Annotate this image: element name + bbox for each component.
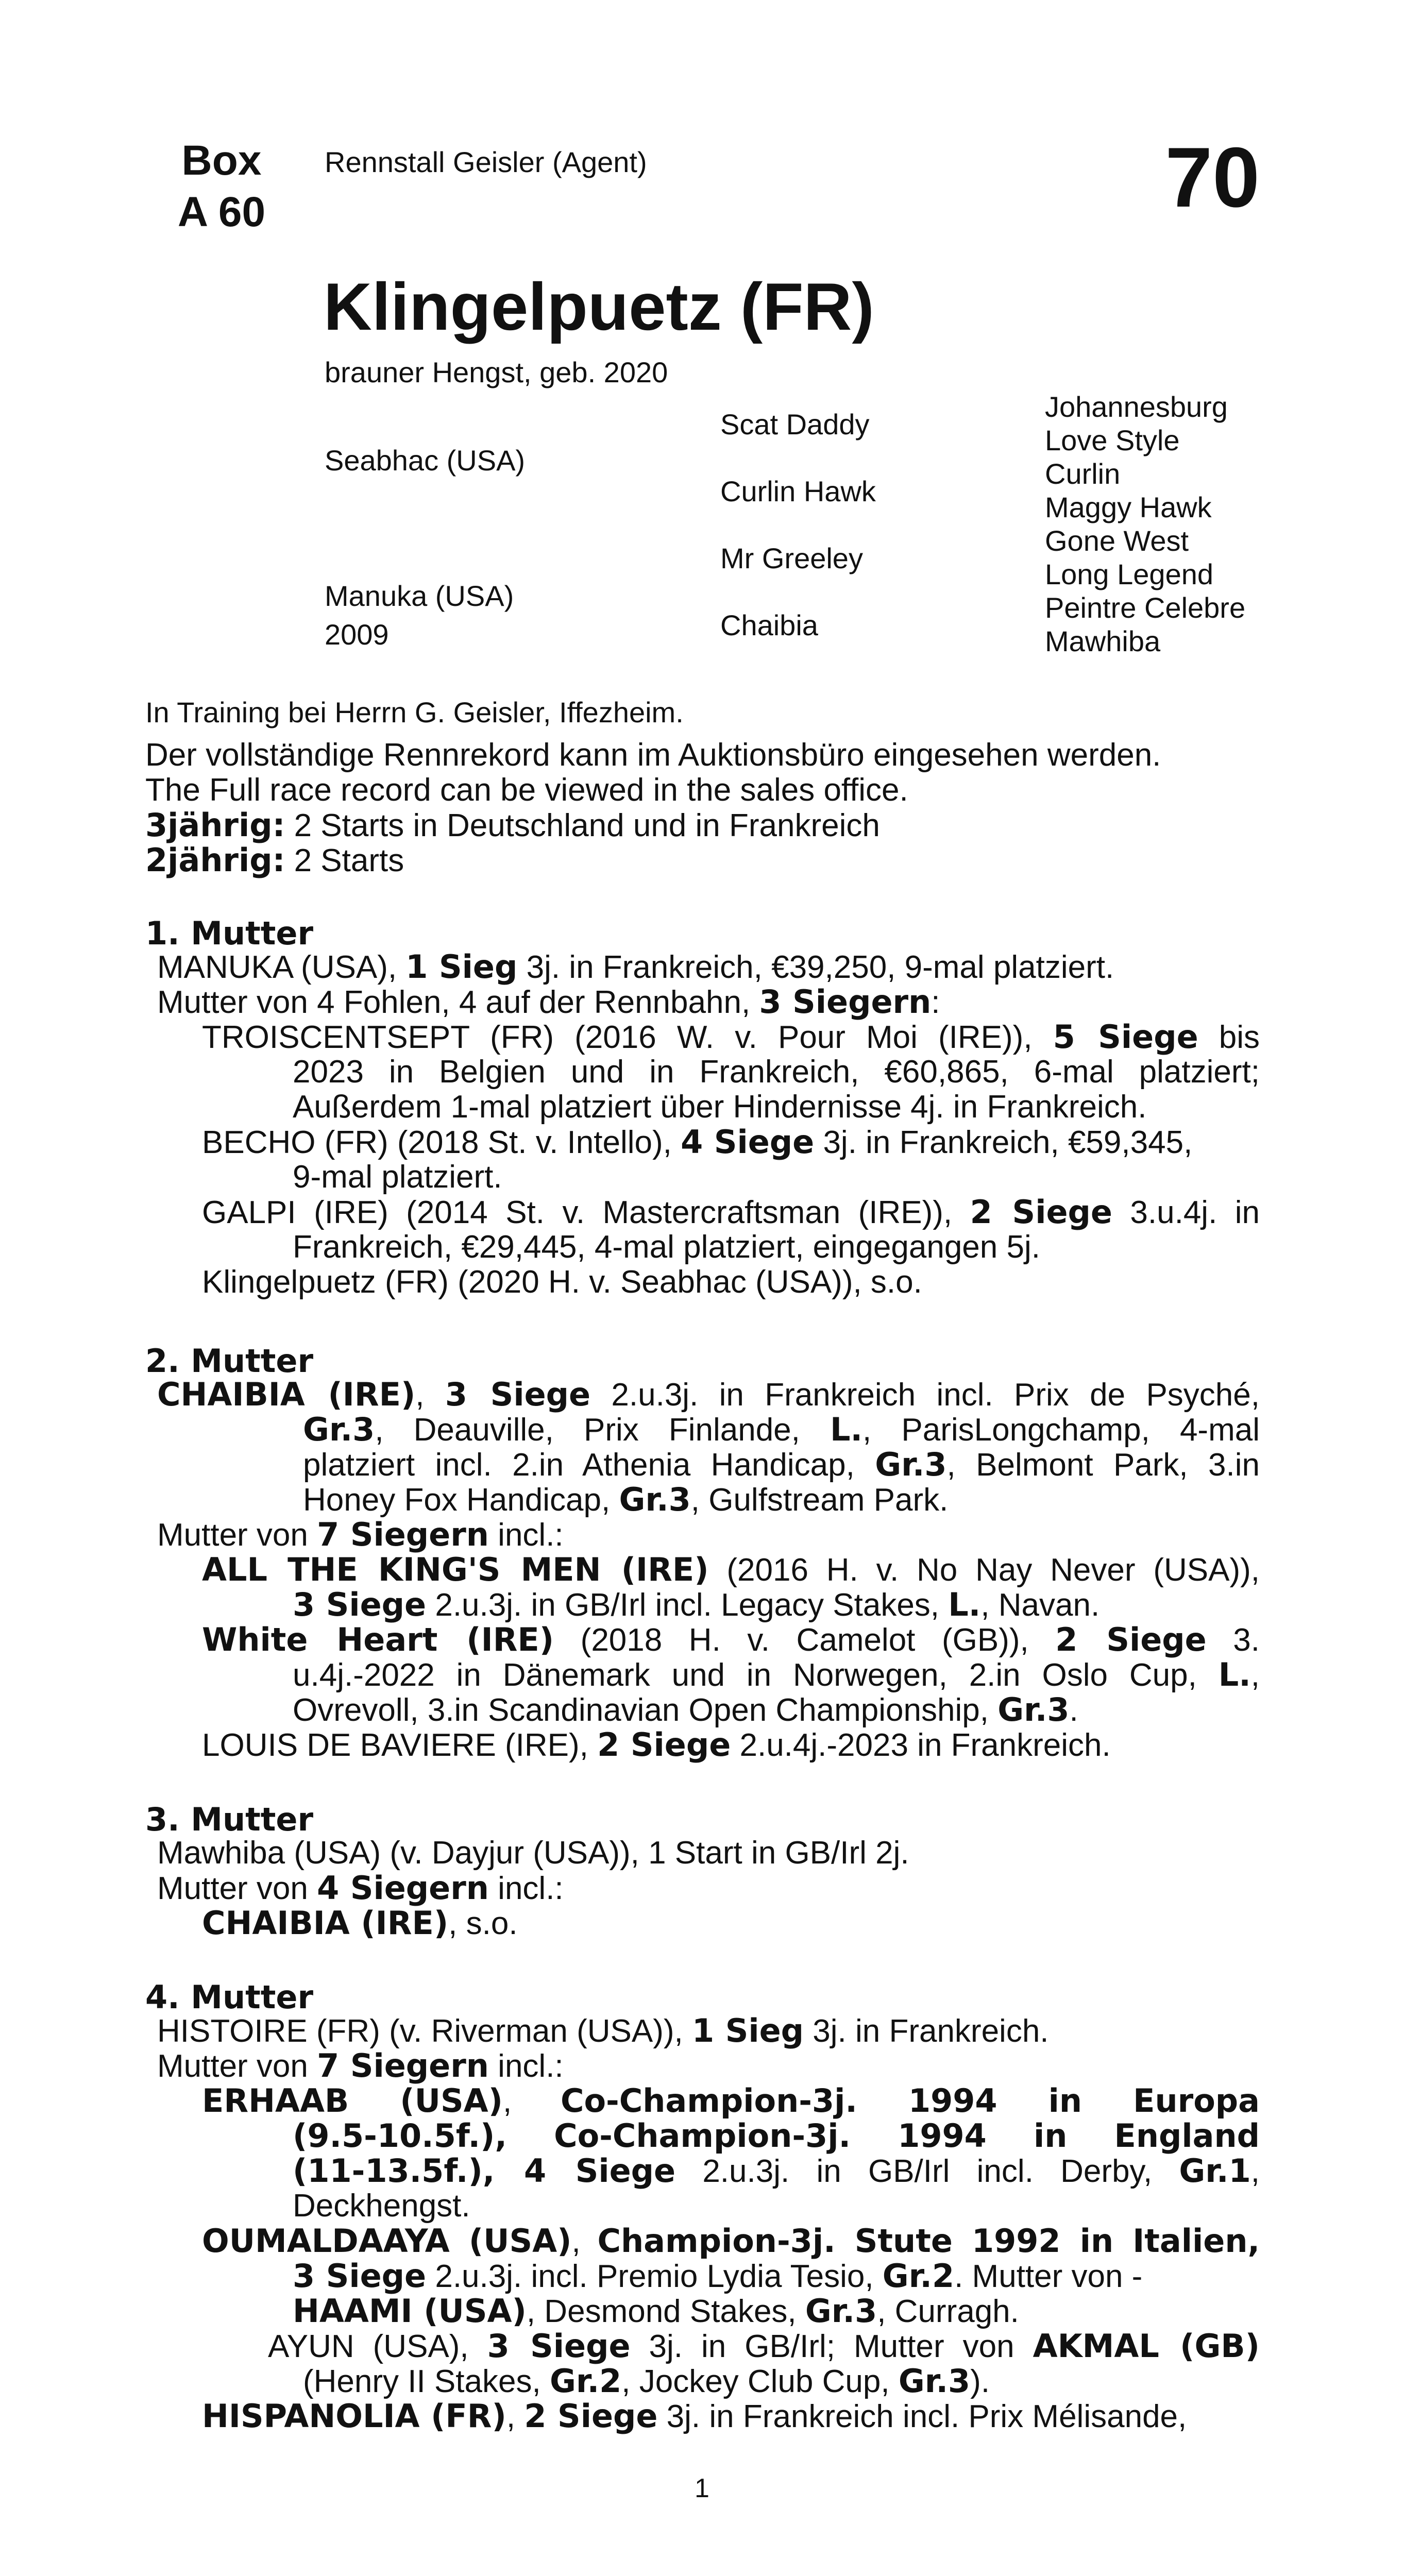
section-title: 2. Mutter [145, 1342, 314, 1380]
progeny-line: 9-mal platziert. [293, 1159, 502, 1195]
page-number: 1 [695, 2473, 709, 2503]
dam-line: HISTOIRE (FR) (v. Riverman (USA)), 1 Sieg 3j. in Frankreich. [157, 2012, 1049, 2049]
age-text: 2 Starts in Deutschland und in Frankreich [285, 808, 880, 843]
horse-description: brauner Hengst, geb. 2020 [325, 356, 668, 388]
lot-number: 70 [1165, 130, 1260, 225]
pedigree-gen3: Long Legend [1045, 558, 1214, 590]
progeny-line: 3 Siege 2.u.3j. incl. Premio Lydia Tesio, Gr.2. Mutter von - [293, 2257, 1143, 2295]
dam-line: Mutter von 4 Fohlen, 4 auf der Rennbahn, 3 Siegern: [157, 983, 940, 1021]
box-label-text: Box [181, 137, 262, 184]
section-title: 4. Mutter [145, 1978, 314, 2016]
progeny-line: Außerdem 1-mal platziert über Hindernisse 4j. in Frankreich. [293, 1089, 1147, 1125]
pedigree-gen2: Curlin Hawk [720, 475, 876, 507]
agent-name: Rennstall Geisler (Agent) [325, 146, 647, 178]
progeny-line: u.4j.-2022 in Dänemark und in Norwegen, 2.in Oslo Cup, L., [293, 1656, 1260, 1693]
section-title: 3. Mutter [145, 1801, 314, 1838]
race-record-en: The Full race record can be viewed in the sales office. [145, 772, 908, 808]
dam-line: Mutter von 4 Siegern incl.: [157, 1869, 564, 1907]
progeny-line: 2023 in Belgien und in Frankreich, €60,865, 6-mal platziert; [293, 1054, 1260, 1090]
pedigree-gen2: Scat Daddy [720, 408, 870, 440]
progeny-line: ALL THE KING'S MEN (IRE) (2016 H. v. No Nay Never (USA)), [202, 1551, 1260, 1588]
dam-line: Honey Fox Handicap, Gr.3, Gulfstream Park. [303, 1481, 949, 1518]
pedigree-dam-year: 2009 [325, 618, 389, 651]
age-label: 2jährig: [145, 841, 285, 879]
age-label: 3jährig: [145, 806, 285, 844]
progeny-line: (Henry II Stakes, Gr.2, Jockey Club Cup, Gr.3). [303, 2362, 990, 2400]
pedigree-gen2: Mr Greeley [720, 542, 863, 574]
race-record-3yo [145, 808, 880, 843]
pedigree-gen3: Curlin [1045, 457, 1121, 490]
box-number: A 60 [177, 189, 266, 235]
pedigree-dam: Manuka (USA) [325, 580, 514, 612]
dam-line: MANUKA (USA), 1 Sieg 3j. in Frankreich, €39,250, 9-mal platziert. [157, 948, 1114, 986]
pedigree-gen3: Maggy Hawk [1045, 491, 1212, 523]
race-record-2yo [145, 843, 404, 878]
training-info: In Training bei Herrn G. Geisler, Iffezheim. [145, 696, 684, 728]
progeny-line: Klingelpuetz (FR) (2020 H. v. Seabhac (USA)), s.o. [202, 1264, 922, 1300]
progeny-line: Ovrevoll, 3.in Scandinavian Open Championship, Gr.3. [293, 1691, 1078, 1728]
progeny-line: White Heart (IRE) (2018 H. v. Camelot (GB)), 2 Siege 3. [202, 1621, 1260, 1658]
progeny-line: BECHO (FR) (2018 St. v. Intello), 4 Siege 3j. in Frankreich, €59,345, [202, 1123, 1193, 1161]
pedigree-gen3: Gone West [1045, 524, 1189, 557]
dam-line: Gr.3, Deauville, Prix Finlande, L., ParisLongchamp, 4-mal [303, 1411, 1260, 1448]
progeny-line: AYUN (USA), 3 Siege 3j. in GB/Irl; Mutter von AKMAL (GB) [268, 2327, 1260, 2365]
pedigree-gen2: Chaibia [720, 609, 818, 641]
progeny-line: (11-13.5f.), 4 Siege 2.u.3j. in GB/Irl incl. Derby, Gr.1, [293, 2152, 1260, 2190]
progeny-line: LOUIS DE BAVIERE (IRE), 2 Siege 2.u.4j.-2023 in Frankreich. [202, 1726, 1111, 1764]
progeny-line: OUMALDAAYA (USA), Champion-3j. Stute 1992 in Italien, [202, 2222, 1260, 2260]
pedigree-gen3: Peintre Celebre [1045, 591, 1246, 624]
dam-line: CHAIBIA (IRE), 3 Siege 2.u.3j. in Frankreich incl. Prix de Psyché, [157, 1376, 1260, 1413]
pedigree-gen3: Love Style [1045, 424, 1180, 456]
pedigree-sire: Seabhac (USA) [325, 444, 526, 477]
pedigree-gen3: Mawhiba [1045, 625, 1161, 657]
dam-line: Mawhiba (USA) (v. Dayjur (USA)), 1 Start in GB/Irl 2j. [157, 1835, 909, 1871]
progeny-line: HAAMI (USA), Desmond Stakes, Gr.3, Curragh. [293, 2292, 1019, 2330]
progeny-line: (9.5-10.5f.), Co-Champion-3j. 1994 in England [293, 2117, 1260, 2155]
progeny-line: ERHAAB (USA), Co-Champion-3j. 1994 in Europa [202, 2082, 1260, 2120]
progeny-line: CHAIBIA (IRE), s.o. [202, 1904, 518, 1942]
section-title: 1. Mutter [145, 914, 314, 952]
progeny-line: Deckhengst. [293, 2188, 470, 2224]
race-record-de: Der vollständige Rennrekord kann im Auktionsbüro eingesehen werden. [145, 737, 1161, 773]
dam-line: platziert incl. 2.in Athenia Handicap, Gr.3, Belmont Park, 3.in [303, 1446, 1260, 1483]
progeny-line: GALPI (IRE) (2014 St. v. Mastercraftsman (IRE)), 2 Siege 3.u.4j. in [202, 1193, 1260, 1231]
progeny-line: HISPANOLIA (FR), 2 Siege 3j. in Frankreich incl. Prix Mélisande, [202, 2397, 1187, 2435]
pedigree-gen3: Johannesburg [1045, 391, 1228, 423]
dam-line: Mutter von 7 Siegern incl.: [157, 1516, 564, 1553]
box-label [144, 135, 299, 238]
age-text: 2 Starts [285, 843, 404, 878]
progeny-line: TROISCENTSEPT (FR) (2016 W. v. Pour Moi (IRE)), 5 Siege bis [202, 1018, 1260, 1056]
dam-line: Mutter von 7 Siegern incl.: [157, 2047, 564, 2084]
horse-name: Klingelpuetz (FR) [324, 269, 874, 344]
progeny-line: Frankreich, €29,445, 4-mal platziert, eingegangen 5j. [293, 1229, 1040, 1265]
progeny-line: 3 Siege 2.u.3j. in GB/Irl incl. Legacy Stakes, L., Navan. [293, 1586, 1100, 1623]
